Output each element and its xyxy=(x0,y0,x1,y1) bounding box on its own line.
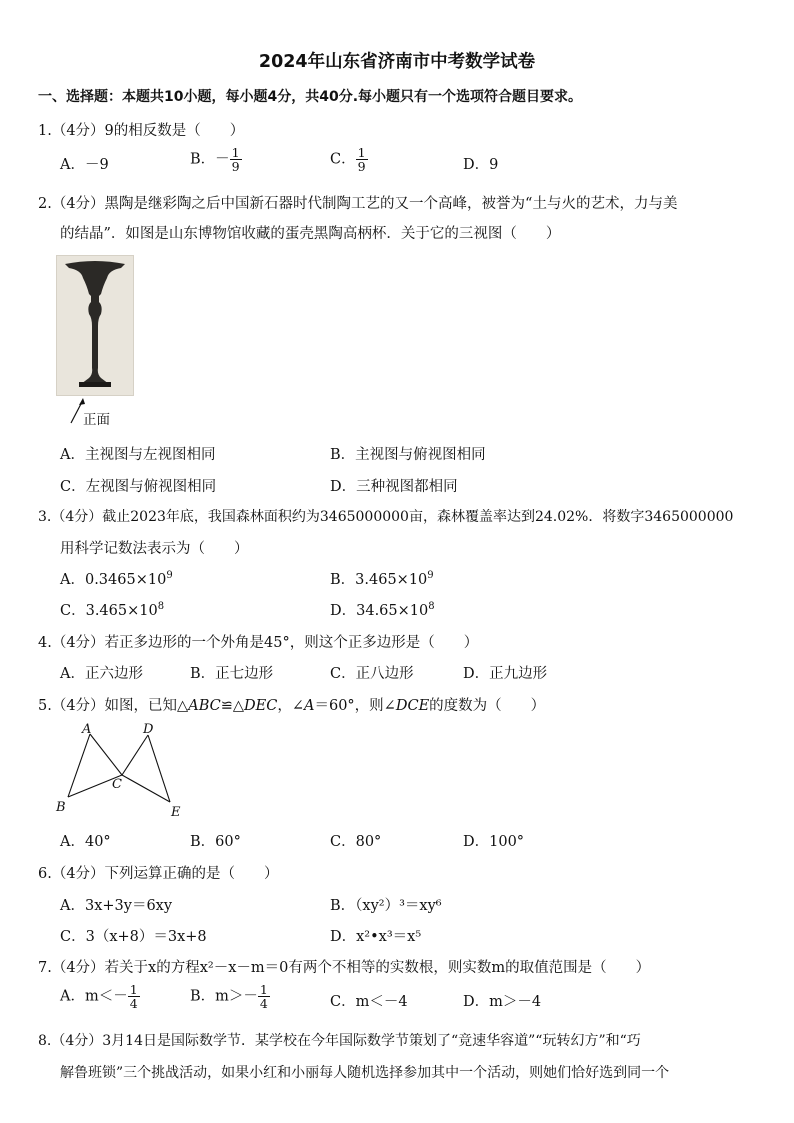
q5-stem-part: 5.（4分）如图，已知△ xyxy=(38,698,189,714)
q1-option-b xyxy=(190,146,242,173)
q4-option-b: B．正七边形 xyxy=(190,666,274,682)
q3-option-a-exponent: 9 xyxy=(166,570,173,582)
q2-option-b: B．主视图与俯视图相同 xyxy=(330,447,486,463)
q1-option-c xyxy=(330,146,368,173)
q3-option-c-base: C．3.465×10 xyxy=(60,603,158,619)
q3-stem-line2: 用科学记数法表示为（ ） xyxy=(60,541,249,557)
fraction-numerator: 1 xyxy=(259,982,268,997)
front-view-label: 正面 xyxy=(83,412,110,428)
q3-option-b xyxy=(330,568,434,589)
pottery-cup-illustration xyxy=(57,256,133,395)
q3-option-a-base: A．0.3465×10 xyxy=(60,572,167,588)
fraction-denominator: 9 xyxy=(357,159,366,175)
q5-stem-part: ≌△ xyxy=(220,698,245,714)
black-pottery-cup-photo xyxy=(56,255,134,396)
exam-title: 2024年山东省济南市中考数学试卷 xyxy=(258,52,536,72)
q1-option-c-fraction xyxy=(356,146,368,173)
q6-option-c: C．3（x+8）＝3x+8 xyxy=(60,929,207,945)
q1-option-d: D．9 xyxy=(463,157,499,173)
q5-option-c: C．80° xyxy=(330,834,382,850)
q2-stem-line2: 的结晶”．如图是山东博物馆收藏的蛋壳黑陶高柄杯．关于它的三视图（ ） xyxy=(60,226,561,242)
section-heading: 一、选择题：本题共10小题，每小题4分，共40分.每小题只有一个选项符合题目要求。 xyxy=(38,89,583,105)
q4-option-c: C．正八边形 xyxy=(330,666,414,682)
q2-stem-line1: 2.（4分）黑陶是继彩陶之后中国新石器时代制陶工艺的又一个高峰，被誉为“土与火的艺术，力与美 xyxy=(38,196,678,212)
q5-stem-part: ＝60°，则∠ xyxy=(314,698,396,714)
q3-option-d-exponent: 8 xyxy=(428,601,435,613)
q6-stem: 6.（4分）下列运算正确的是（ ） xyxy=(38,866,279,882)
q8-stem-line2: 解鲁班锁”三个挑战活动，如果小红和小丽每人随机选择参加其中一个活动，则她们恰好选到同一个 xyxy=(60,1065,670,1081)
q5-stem-part: 的度数为（ ） xyxy=(429,698,546,714)
fraction-denominator: 4 xyxy=(129,996,138,1012)
q6-option-d: D．x²•x³＝x⁵ xyxy=(330,929,422,945)
vertex-label-e: E xyxy=(171,805,181,820)
q7-option-b-fraction xyxy=(258,983,270,1010)
q6-option-a: A．3x+3y＝6xy xyxy=(60,898,173,914)
q2-option-d: D．三种视图都相同 xyxy=(330,479,458,495)
q5-stem-part: ，∠ xyxy=(277,698,304,714)
q7-option-d: D．m＞－4 xyxy=(463,994,542,1010)
fraction-denominator: 4 xyxy=(259,996,268,1012)
q5-angle-dce: DCE xyxy=(395,698,430,714)
q3-option-a xyxy=(60,568,173,589)
congruent-triangles-figure xyxy=(50,722,190,822)
fraction-numerator: 1 xyxy=(129,982,138,997)
q3-stem-line1: 3.（4分）截止2023年底，我国森林面积约为3465000000亩，森林覆盖率达到24.02%．将数字3465000000 xyxy=(38,509,734,525)
q3-option-c-exponent: 8 xyxy=(157,601,165,613)
q6-option-b: B．（xy²）³＝xy⁶ xyxy=(330,898,442,914)
fraction-numerator: 1 xyxy=(231,145,240,160)
q1-option-c-prefix: C． xyxy=(330,151,356,168)
q5-option-d: D．100° xyxy=(463,834,525,850)
q3-option-b-exponent: 9 xyxy=(427,570,434,582)
q7-stem: 7.（4分）若关于x的方程x²－x－m＝0有两个不相等的实数根，则实数m的取值范围是（ ） xyxy=(38,960,651,976)
vertex-label-d: D xyxy=(143,722,154,737)
q2-option-a: A．主视图与左视图相同 xyxy=(60,447,216,463)
q4-option-d: D．正九边形 xyxy=(463,666,548,682)
q7-option-a-prefix: A．m＜－ xyxy=(60,988,128,1005)
q5-triangle-dec: DEC xyxy=(244,698,278,714)
q5-option-b: B．60° xyxy=(190,834,241,850)
q3-option-b-base: B．3.465×10 xyxy=(330,572,428,588)
q3-option-d-base: D．34.65×10 xyxy=(330,603,429,619)
vertex-label-a: A xyxy=(82,722,92,737)
q5-triangle-abc: ABC xyxy=(188,698,221,714)
q4-stem: 4.（4分）若正多边形的一个外角是45°，则这个正多边形是（ ） xyxy=(38,635,479,651)
fraction-numerator: 1 xyxy=(357,145,366,160)
q4-option-a: A．正六边形 xyxy=(60,666,143,682)
q1-stem: 1.（4分）9的相反数是（ ） xyxy=(38,123,245,139)
q7-option-b xyxy=(190,983,270,1010)
q7-option-b-prefix: B．m＞－ xyxy=(190,988,258,1005)
q7-option-a-fraction xyxy=(128,983,140,1010)
vertex-label-c: C xyxy=(112,777,122,792)
q3-option-d xyxy=(330,599,435,620)
vertex-label-b: B xyxy=(56,800,66,815)
q1-option-a: A．－9 xyxy=(60,157,109,173)
q5-stem xyxy=(38,694,545,715)
q7-option-c: C．m＜－4 xyxy=(330,994,408,1010)
q5-option-a: A．40° xyxy=(60,834,111,850)
q1-option-b-prefix: B．－ xyxy=(190,151,230,168)
q2-option-c: C．左视图与俯视图相同 xyxy=(60,479,217,495)
q7-option-a xyxy=(60,983,140,1010)
q8-stem-line1: 8.（4分）3月14日是国际数学节．某学校在今年国际数学节策划了“竞速华容道”“玩转幻方”和“巧 xyxy=(38,1033,641,1049)
fraction-denominator: 9 xyxy=(231,159,240,175)
q5-angle-a: A xyxy=(304,698,315,714)
q1-option-b-fraction xyxy=(230,146,242,173)
q3-option-c xyxy=(60,599,164,620)
